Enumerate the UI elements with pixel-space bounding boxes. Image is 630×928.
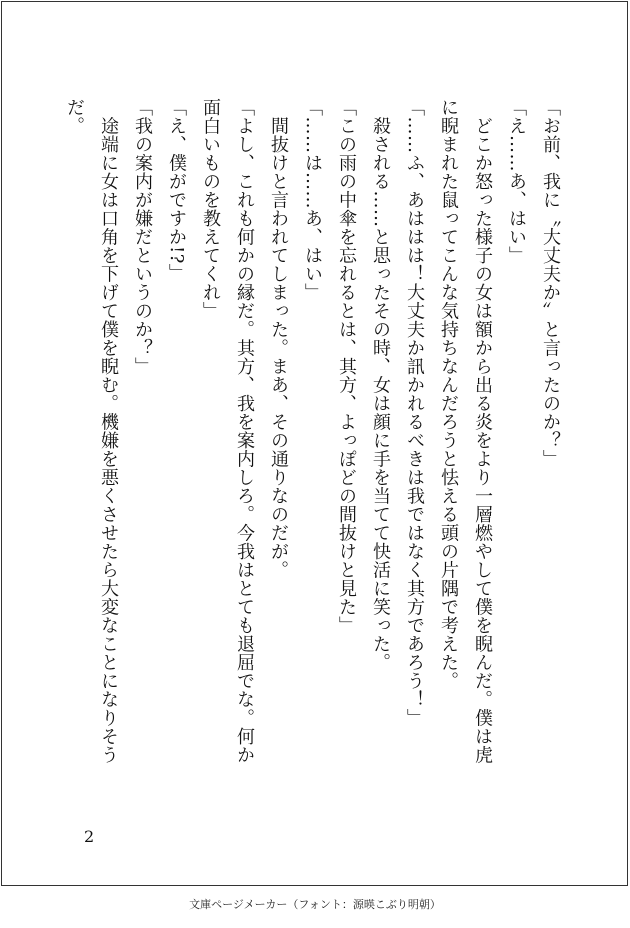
text-line: 面白いものを教えてくれ」 [200,98,221,320]
text-line: 「我の案内が嫌だというのか？」 [132,98,153,376]
text-line: 殺される……と思ったその時、女は顔に手を当てて快活に笑った。 [370,98,391,672]
text-line: 「……ふ、あははは！大丈夫か訊かれるべきは我ではなく其方であろう！」 [404,98,425,727]
text-line: だ。 [64,98,85,135]
body-text [57,98,567,798]
page-number: 2 [84,827,95,846]
text-line: 「お前、我に〝大丈夫か〟と言ったのか？」 [540,98,561,468]
text-line: 「え、僕がですか!?」 [166,98,187,283]
text-line: 「よし、これも何かの縁だ。其方、我を案内しろ。今我はとても退屈でな。何か [234,98,255,764]
text-line: 途端に女は口角を下げて僕を睨む。機嫌を悪くさせたら大変なことになりそう [98,98,119,764]
page-frame [1,1,628,886]
text-line: 間抜けと言われてしまった。まあ、その通りなのだが。 [268,98,289,579]
text-line: どこか怒った様子の女は額から出る炎をより一層燃やして僕を睨んだ。僕は虎 [472,98,493,764]
text-line: 「この雨の中傘を忘れるとは、其方、よっぽどの間抜けと見た」 [336,98,357,635]
text-line: 「え……あ、はい」 [506,98,527,265]
footer-credit: 文庫ページメーカー（フォント：源暎こぶり明朝） [189,898,441,911]
text-line: に睨まれた鼠ってこんな気持ちなんだろうと怯える頭の片隅で考えた。 [438,98,459,690]
text-line: 「……は……あ、はい」 [302,98,323,302]
